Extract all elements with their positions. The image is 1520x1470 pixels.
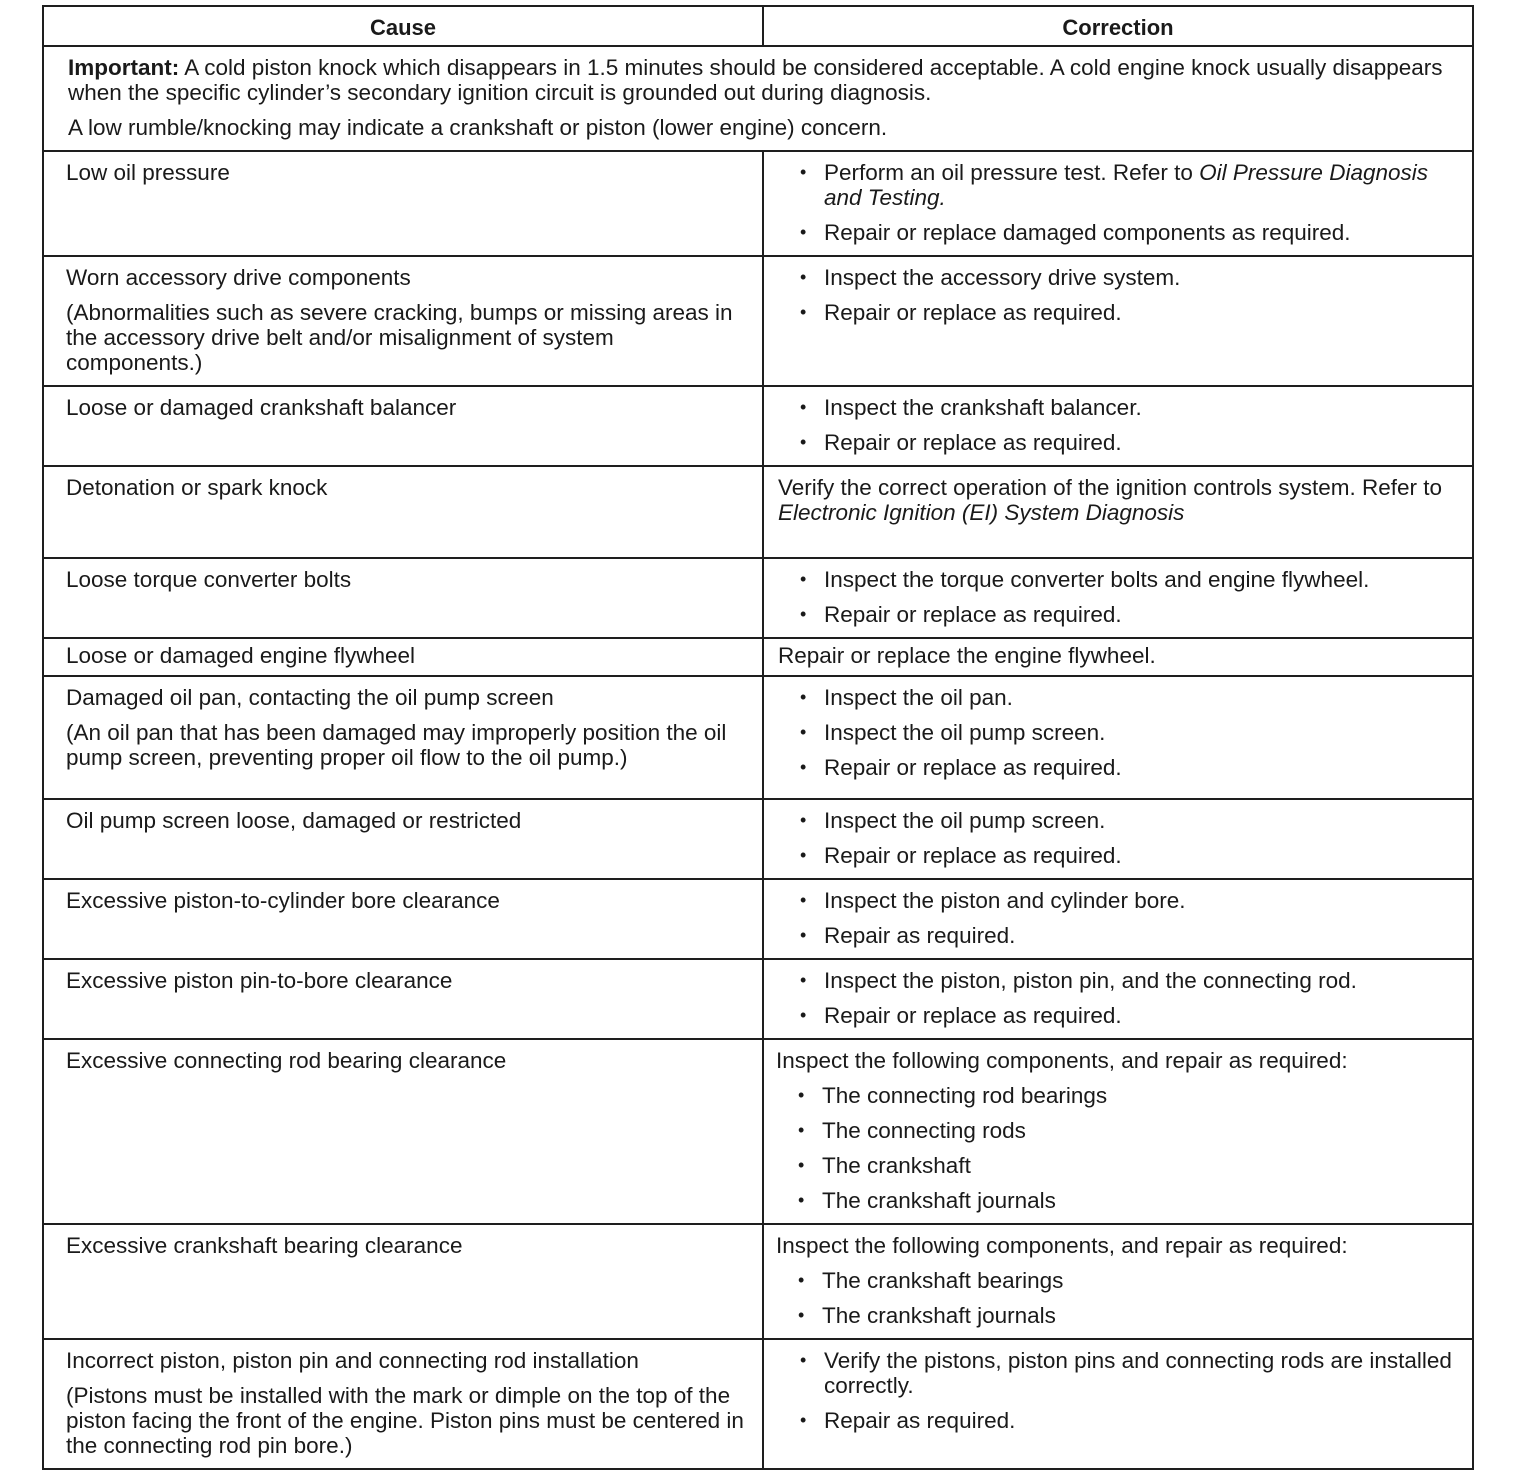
cause-text: Low oil pressure (66, 160, 230, 185)
correction-cell (763, 466, 1473, 558)
correction-bullet: • The crankshaft journals (822, 1188, 1458, 1213)
cause-cell (43, 799, 763, 879)
correction-bullet: • The crankshaft (822, 1153, 1458, 1178)
correction-bullet: • Inspect the accessory drive system. (824, 265, 1458, 290)
correction-bullet: • Inspect the piston and cylinder bore. (824, 888, 1458, 913)
correction-cell (763, 638, 1473, 676)
table-row (43, 256, 1473, 386)
cause-cell (43, 386, 763, 466)
cause-note: (An oil pan that has been damaged may improperly position the oil pump screen, preventing proper oil flow to the oil pump.) (66, 720, 727, 770)
correction-cell (763, 1039, 1473, 1224)
doc-reference[interactable]: Electronic Ignition (EI) System Diagnosis (778, 500, 1185, 525)
important-text-1: A cold piston knock which disappears in 1.5 minutes should be considered acceptable. A cold engine knock usually disappears when the specific cylinder’s secondary ignition circuit is grounded out during diagnosis. (68, 55, 1443, 105)
correction-text: Repair or replace the engine flywheel. (778, 643, 1156, 668)
table-row (43, 1224, 1473, 1339)
correction-text-pre: Verify the correct operation of the ignition controls system. Refer to (778, 475, 1443, 500)
cause-cell (43, 151, 763, 256)
cause-text: Detonation or spark knock (66, 475, 328, 500)
correction-bullet: • Inspect the oil pump screen. (824, 808, 1458, 833)
correction-cell (763, 799, 1473, 879)
correction-bullet: • Repair as required. (824, 1408, 1458, 1433)
correction-cell (763, 1339, 1473, 1469)
correction-bullet: • The crankshaft bearings (822, 1268, 1458, 1293)
cause-text: Oil pump screen loose, damaged or restricted (66, 808, 522, 833)
correction-bullet: • Repair or replace as required. (824, 430, 1458, 455)
correction-cell (763, 386, 1473, 466)
cause-cell (43, 879, 763, 959)
cause-text: Excessive piston-to-cylinder bore clearance (66, 888, 500, 913)
correction-cell (763, 1224, 1473, 1339)
header-correction: Correction (763, 6, 1473, 46)
correction-bullet: • Repair or replace as required. (824, 602, 1458, 627)
correction-bullet: • Inspect the crankshaft balancer. (824, 395, 1458, 420)
table-row (43, 466, 1473, 558)
cause-cell (43, 466, 763, 558)
cause-cell (43, 1339, 763, 1469)
cause-text: Excessive crankshaft bearing clearance (66, 1233, 463, 1258)
correction-bullet: • Repair or replace as required. (824, 1003, 1458, 1028)
correction-cell (763, 558, 1473, 638)
correction-bullet: • Inspect the torque converter bolts and engine flywheel. (824, 567, 1458, 592)
table-row (43, 676, 1473, 799)
cause-cell (43, 1039, 763, 1224)
correction-intro: Inspect the following components, and repair as required: (776, 1233, 1348, 1258)
header-row (43, 6, 1473, 46)
table-row (43, 558, 1473, 638)
cause-cell (43, 558, 763, 638)
header-cause: Cause (43, 6, 763, 46)
table-row (43, 1039, 1473, 1224)
cause-cell (43, 256, 763, 386)
correction-bullet: • Verify the pistons, piston pins and connecting rods are installed correctly. (824, 1348, 1458, 1398)
correction-text (778, 475, 1458, 525)
important-label: Important: (68, 55, 180, 80)
correction-cell (763, 151, 1473, 256)
cause-text: Loose torque converter bolts (66, 567, 352, 592)
correction-bullet: • The crankshaft journals (822, 1303, 1458, 1328)
correction-cell (763, 676, 1473, 799)
correction-bullet: • Repair or replace damaged components as required. (824, 220, 1458, 245)
table-row (43, 386, 1473, 466)
cause-cell (43, 638, 763, 676)
important-row (43, 46, 1473, 151)
correction-bullet: • Repair or replace as required. (824, 300, 1458, 325)
bullet-text: Perform an oil pressure test. Refer to (824, 160, 1200, 185)
table-row (43, 959, 1473, 1039)
cause-text: Excessive connecting rod bearing clearance (66, 1048, 507, 1073)
table-row (43, 151, 1473, 256)
correction-cell (763, 879, 1473, 959)
table-row (43, 879, 1473, 959)
cause-cell (43, 1224, 763, 1339)
cause-text: Loose or damaged engine flywheel (66, 643, 415, 668)
table-row (43, 1339, 1473, 1469)
important-text-2: A low rumble/knocking may indicate a crankshaft or piston (lower engine) concern. (68, 115, 888, 140)
correction-bullet: • The connecting rod bearings (822, 1083, 1458, 1108)
important-note (43, 46, 1473, 151)
correction-bullet: • Inspect the oil pan. (824, 685, 1458, 710)
diagnosis-table (42, 5, 1474, 1470)
correction-bullet: • Inspect the oil pump screen. (824, 720, 1458, 745)
cause-text: Damaged oil pan, contacting the oil pump screen (66, 685, 554, 710)
cause-cell (43, 959, 763, 1039)
table-row (43, 638, 1473, 676)
cause-text: Excessive piston pin-to-bore clearance (66, 968, 453, 993)
table-row (43, 799, 1473, 879)
cause-note: (Abnormalities such as severe cracking, bumps or missing areas in the accessory drive belt and/or misalignment of system components.) (66, 300, 733, 375)
cause-cell (43, 676, 763, 799)
correction-bullet: • Repair or replace as required. (824, 755, 1458, 780)
correction-cell (763, 256, 1473, 386)
cause-note: (Pistons must be installed with the mark or dimple on the top of the piston facing the front of the engine. Piston pins must be centered in the connecting rod pin bore.) (66, 1383, 744, 1458)
cause-text: Worn accessory drive components (66, 265, 411, 290)
correction-bullet: • The connecting rods (822, 1118, 1458, 1143)
correction-bullet: • Repair or replace as required. (824, 843, 1458, 868)
correction-bullet: • Inspect the piston, piston pin, and the connecting rod. (824, 968, 1458, 993)
doc-reference[interactable]: Oil Pressure Diagnosis and Testing. (824, 160, 1428, 210)
correction-bullet (824, 160, 1458, 210)
correction-bullet: • Repair as required. (824, 923, 1458, 948)
cause-text: Loose or damaged crankshaft balancer (66, 395, 457, 420)
correction-cell (763, 959, 1473, 1039)
cause-text: Incorrect piston, piston pin and connecting rod installation (66, 1348, 639, 1373)
correction-intro: Inspect the following components, and repair as required: (776, 1048, 1348, 1073)
